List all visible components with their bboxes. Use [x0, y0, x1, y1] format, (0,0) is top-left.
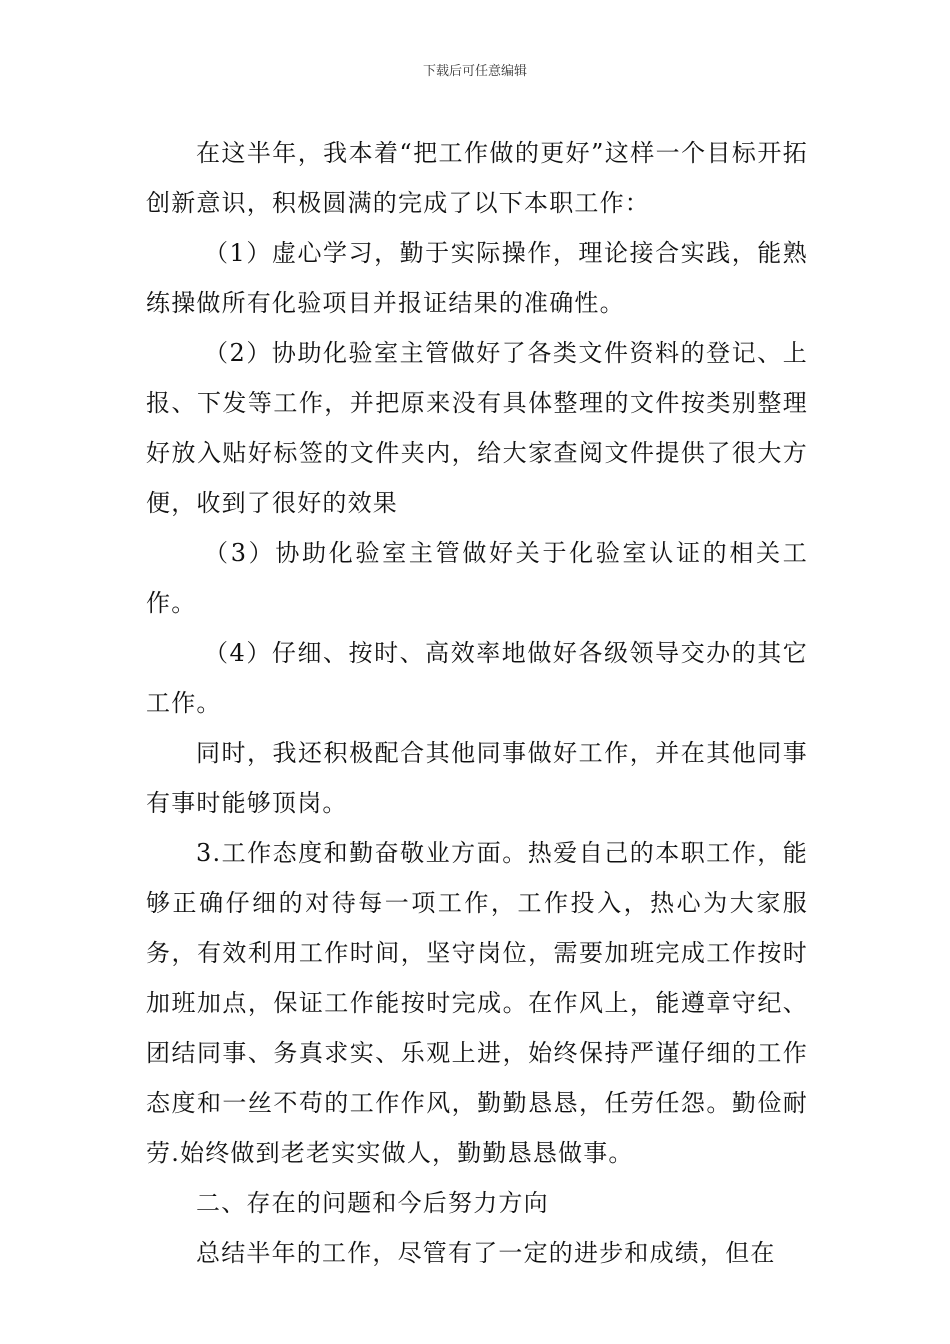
paragraph-item-3: （3）协助化验室主管做好关于化验室认证的相关工作。	[146, 539, 808, 617]
paragraph-item-4: （4）仔细、按时、高效率地做好各级领导交办的其它工作。	[146, 639, 808, 717]
paragraph-item-2: （2）协助化验室主管做好了各类文件资料的登记、上报、下发等工作，并把原来没有具体整理的文件按类别整理好放入贴好标签的文件夹内，给大家查阅文件提供了很大方便，收到了很好的效果	[146, 339, 808, 517]
paragraph-item-1: （1）虚心学习，勤于实际操作，理论接合实践，能熟练操做所有化验项目并报证结果的准确性。	[146, 239, 808, 317]
document-body	[146, 128, 808, 1278]
section-heading-problems: 二、存在的问题和今后努力方向	[196, 1189, 549, 1217]
paragraph-summary: 总结半年的工作，尽管有了一定的进步和成绩，但在	[196, 1239, 776, 1267]
page-header-note: 下载后可任意编辑	[422, 64, 527, 79]
paragraph-intro: 在这半年，我本着“把工作做的更好”这样一个目标开拓创新意识，积极圆满的完成了以下本职工作：	[146, 139, 808, 217]
paragraph-cooperation: 同时，我还积极配合其他同事做好工作，并在其他同事有事时能够顶岗。	[146, 739, 808, 817]
paragraph-work-attitude: 3.工作态度和勤奋敬业方面。热爱自己的本职工作，能够正确仔细的对待每一项工作，工作投入，热心为大家服务，有效利用工作时间，坚守岗位，需要加班完成工作按时加班加点，保证工作能按时完成。在作风上，能遵章守纪、团结同事、务真求实、乐观上进，始终保持严谨仔细的工作态度和一丝不苟的工作作风，勤勤恳恳，任劳任怨。勤俭耐劳.始终做到老老实实做人，勤勤恳恳做事。	[146, 839, 808, 1167]
